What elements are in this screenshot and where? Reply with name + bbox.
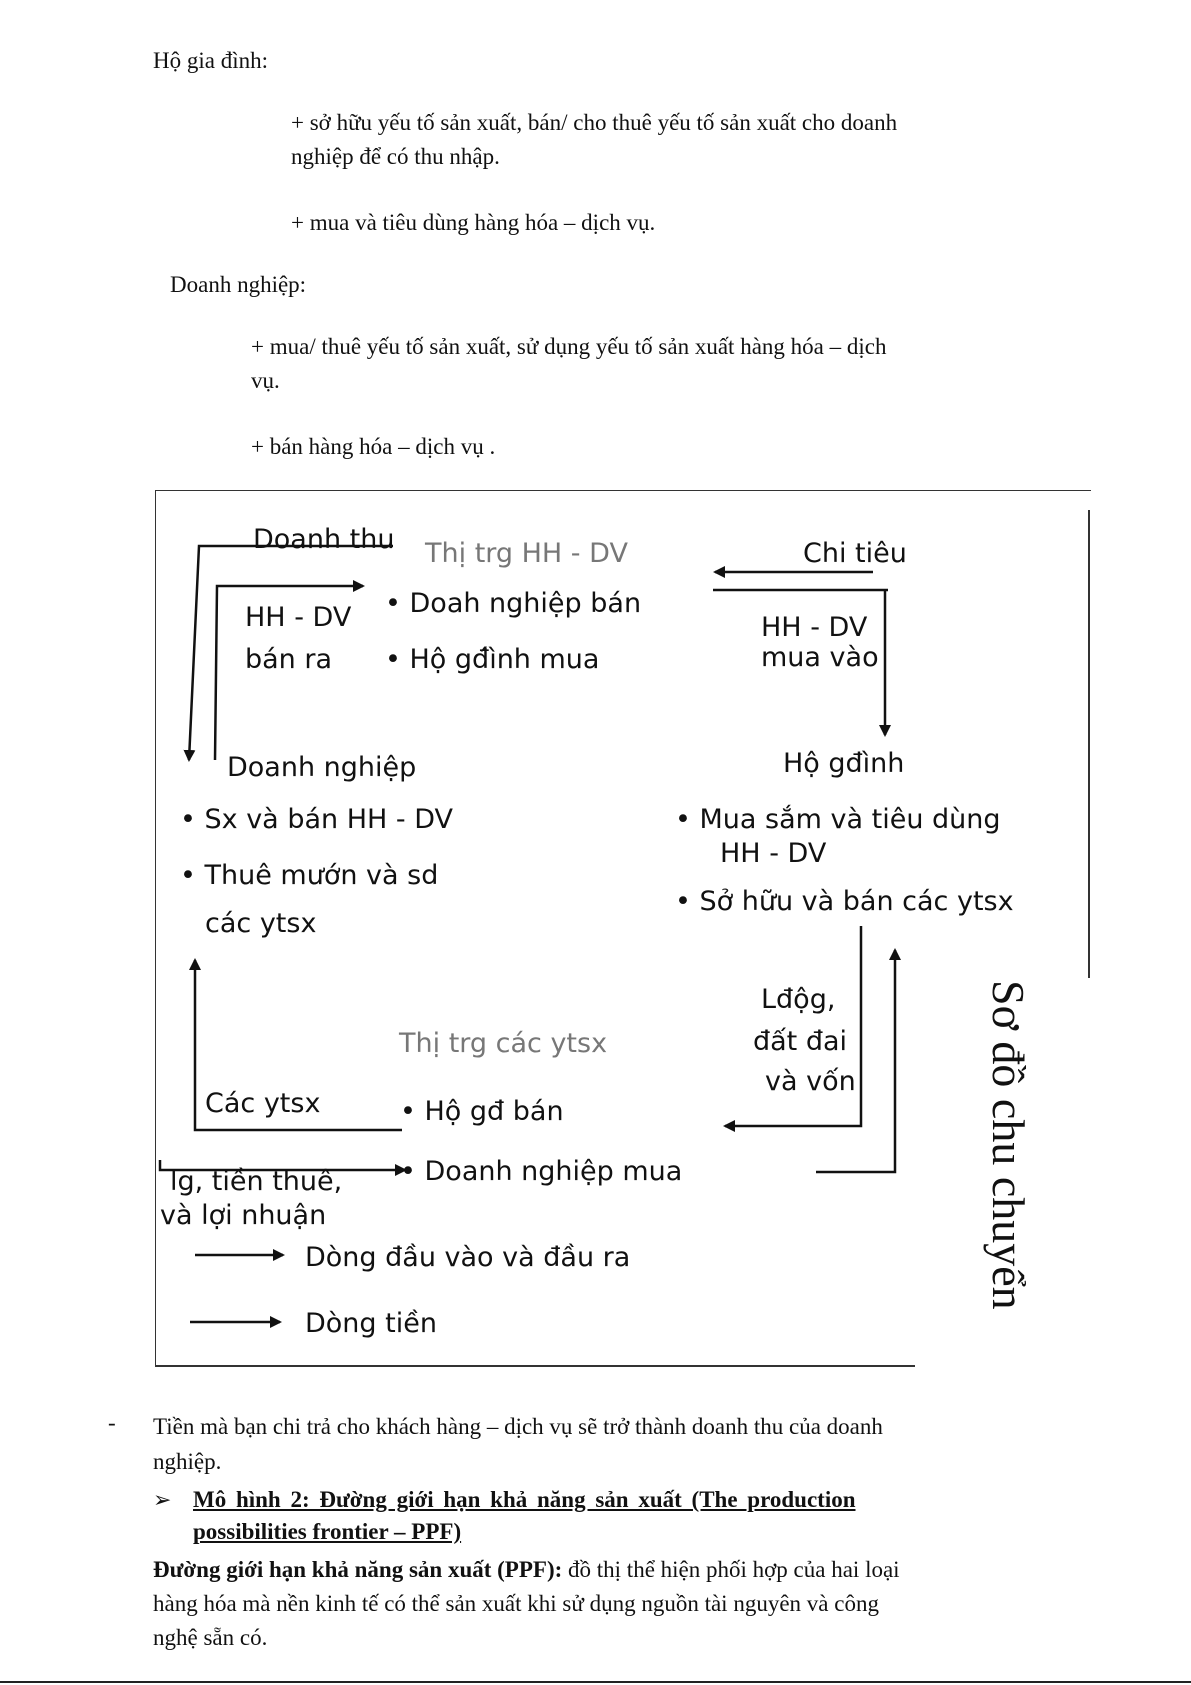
circular-flow-diagram — [155, 490, 1095, 1370]
income-label-1: lg, tiền thuê, — [170, 1166, 343, 1197]
goods-sold-label-1: HH - DV — [245, 602, 352, 633]
household-point-2: + mua và tiêu dùng hàng hóa – dịch vụ. — [291, 210, 656, 235]
household-point-1: + sở hữu yếu tố sản xuất, bán/ cho thuê yếu tố sản xuất cho doanh — [291, 110, 898, 135]
factor-market-label: Thị trg các ytsx — [399, 1028, 608, 1059]
goods-bought-label-2: mua vào — [761, 642, 879, 673]
goods-household-buys: • Hộ gđ́ình mua — [385, 644, 600, 675]
goods-sold-label-2: bán ra — [245, 644, 333, 675]
goods-bought-label-1: HH - DV — [761, 612, 868, 643]
ppf-definition — [153, 1553, 900, 1586]
labor-label-1: Lđộg, — [761, 984, 836, 1015]
firm-point-2: + bán hàng hóa – dịch vụ . — [251, 434, 496, 459]
ppf-term: Đường giới hạn khả năng sản xuất (PPF): — [153, 1557, 563, 1582]
legend-money-label: Dòng tiền — [305, 1308, 437, 1339]
firm-bullet-2: • Thuê mướn và sd — [180, 860, 439, 891]
diagram-side-title: Sơ đồ chu chuyển — [983, 980, 1034, 1310]
household-bullet-2: • Sở hữu và bán các ytsx — [675, 886, 1014, 917]
model-heading: Mô hình 2: Đường giới hạn khả năng sản xuất (The production — [193, 1487, 856, 1512]
firm-point-1: + mua/ thuê yếu tố sản xuất, sử dụng yếu tố sản xuất hàng hóa – dịch — [251, 334, 887, 359]
household-point-1-cont: nghiệp để có thu nhập. — [291, 144, 500, 169]
spending-flow-line — [883, 910, 885, 1370]
page-bottom-rule — [0, 1681, 1191, 1683]
household-bullet-1: • Mua sắm và tiêu dùng — [675, 804, 1001, 835]
goods-firm-sells: • Doah nghiệp bán — [385, 588, 642, 619]
ppf-definition-text: đồ thị thể hiện phối hợp của hai loại — [562, 1557, 900, 1582]
factor-household-sells: • Hộ gđ bán — [400, 1096, 564, 1127]
household-bullet-1-cont: HH - DV — [720, 838, 827, 869]
ppf-definition-line-2: hàng hóa mà nền kinh tế có thể sản xuất khi sử dụng nguồn tài nguyên và công — [153, 1591, 879, 1616]
goods-market-label: Thị trg HH - DV — [425, 538, 628, 569]
spending-label: Chi tiêu — [803, 538, 907, 569]
legend-flow-label: Dòng đầu vào và đầu ra — [305, 1242, 631, 1273]
household-title: Hộ gđình — [783, 748, 905, 779]
income-label-2: và lợi nhuận — [160, 1200, 327, 1231]
factors-left-label: Các ytsx — [205, 1088, 321, 1119]
labor-label-3: và vốn — [765, 1066, 856, 1097]
ppf-definition-line-3: nghệ sẵn có. — [153, 1625, 268, 1650]
model-heading-cont: possibilities frontier – PPF) — [193, 1519, 462, 1544]
household-heading: Hộ gia đình: — [153, 48, 268, 73]
note-line-1: Tiền mà bạn chi trả cho khách hàng – dịch vụ sẽ trở thành doanh thu của doanh — [153, 1414, 883, 1439]
arrow-bullet-icon: ➢ — [153, 1487, 172, 1512]
firm-heading: Doanh nghiệp: — [170, 272, 307, 297]
firm-title: Doanh nghiệp — [227, 752, 417, 783]
labor-label-2: đất đai — [753, 1026, 848, 1057]
note-bullet: - — [108, 1410, 116, 1435]
firm-bullet-2-cont: các ytsx — [205, 908, 317, 939]
note-line-2: nghiệp. — [153, 1449, 222, 1474]
firm-bullet-1: • Sx và bán HH - DV — [180, 804, 453, 835]
revenue-label: Doanh thu — [253, 524, 395, 555]
firm-point-1-cont: vụ. — [251, 368, 280, 393]
factor-firm-buys: • Doanh nghiệp mua — [400, 1156, 683, 1187]
